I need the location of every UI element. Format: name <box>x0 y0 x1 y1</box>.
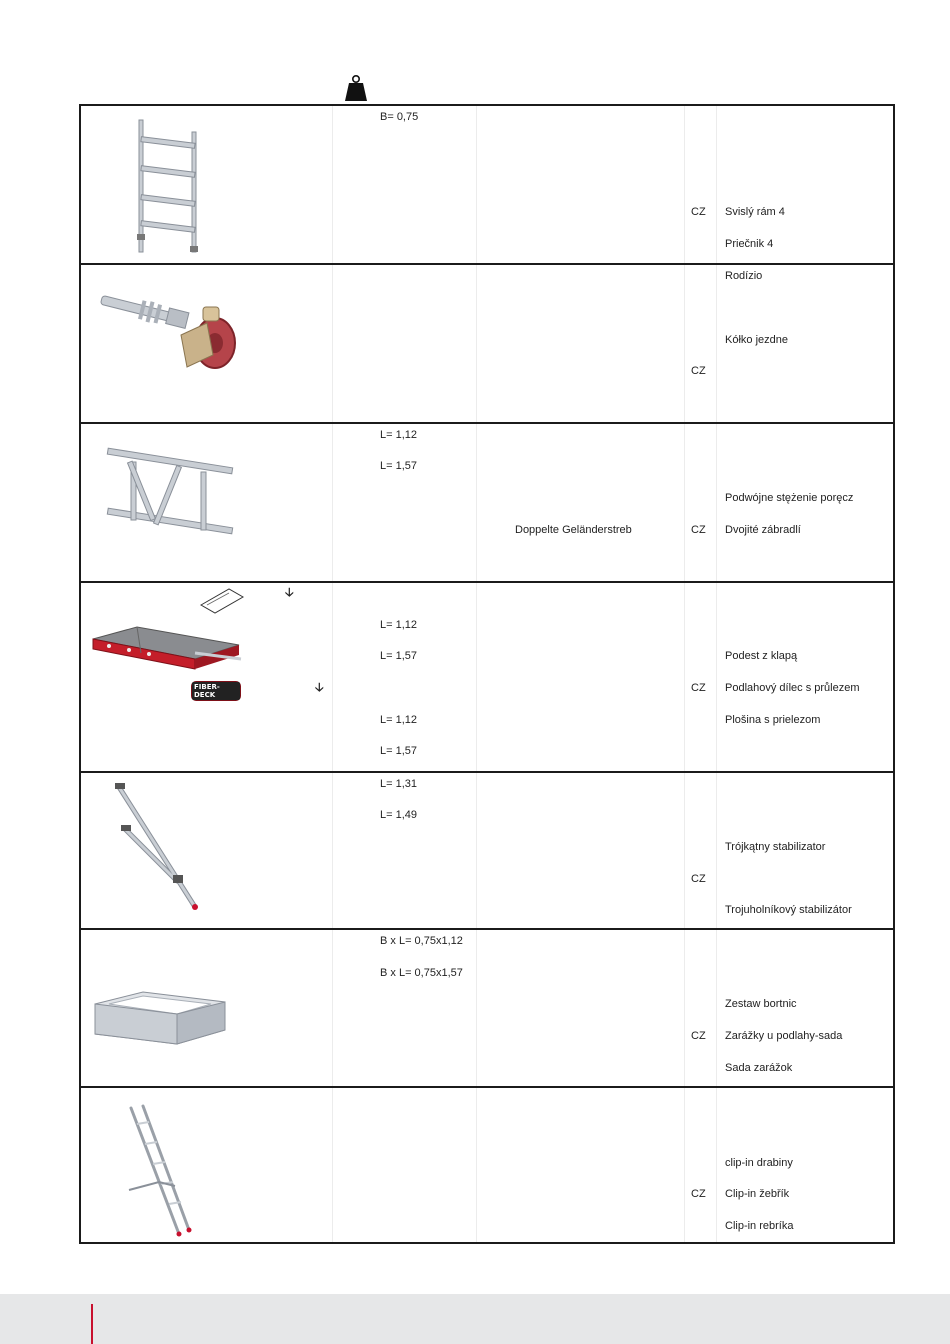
country-code: CZ <box>691 873 706 885</box>
double-guardrail-icon <box>105 446 235 542</box>
arrow-down-icon: 🡣 <box>285 585 294 599</box>
castor-wheel-icon <box>95 295 245 375</box>
vertical-frame-icon <box>131 118 201 254</box>
product-name: Plošina s prielezom <box>725 714 821 726</box>
country-code: CZ <box>691 1030 706 1042</box>
toe-board-set-icon <box>91 990 229 1046</box>
table-row <box>81 773 893 928</box>
product-name: Sada zarážok <box>725 1062 793 1074</box>
product-name: Podest z klapą <box>725 650 798 662</box>
dimension-text: L= 1,57 <box>380 650 418 662</box>
country-code: CZ <box>691 1188 706 1200</box>
dimension-text: L= 1,31 <box>380 778 418 790</box>
page-footer <box>0 1294 950 1344</box>
dimension-text: B= 0,75 <box>380 111 419 123</box>
table-row <box>81 930 893 1086</box>
product-name: Zarážky u podlahy-sada <box>725 1030 843 1042</box>
product-name: Clip-in žebřík <box>725 1188 790 1200</box>
dimension-text: B x L= 0,75x1,57 <box>380 967 463 979</box>
product-name: Dvojité zábradlí <box>725 524 801 536</box>
product-name: Rodízio <box>725 270 763 282</box>
parts-table <box>79 104 895 1244</box>
product-name: Clip-in rebríka <box>725 1220 794 1232</box>
product-name: Priečnik 4 <box>725 238 774 250</box>
fiber-deck-label: FIBER-DECK <box>192 682 240 700</box>
board-icon <box>199 587 245 615</box>
country-code: CZ <box>691 682 706 694</box>
trapdoor-platform-icon <box>89 623 243 675</box>
table-row <box>81 106 893 264</box>
product-name: Podwójne stężenie poręcz <box>725 492 854 504</box>
table-row <box>81 1088 893 1244</box>
dimension-text: L= 1,57 <box>380 460 418 472</box>
country-code: CZ <box>691 206 706 218</box>
product-name: Zestaw bortnic <box>725 998 797 1010</box>
weight-icon <box>344 74 368 102</box>
table-row <box>81 265 893 422</box>
product-name-de: Doppelte Geländerstreb <box>515 524 632 536</box>
product-name: clip-in drabiny <box>725 1157 793 1169</box>
product-name: Podlahový dílec s průlezem <box>725 682 860 694</box>
triangular-stabilizer-icon <box>111 781 211 915</box>
product-name: Trojuholníkový stabilizátor <box>725 904 852 916</box>
product-name: Trójkątny stabilizator <box>725 841 826 853</box>
country-code: CZ <box>691 524 706 536</box>
dimension-text: L= 1,12 <box>380 429 418 441</box>
dimension-text: L= 1,12 <box>380 619 418 631</box>
dimension-text: B x L= 0,75x1,12 <box>380 935 463 947</box>
country-code: CZ <box>691 365 706 377</box>
footer-accent-bar <box>91 1304 93 1344</box>
dimension-text: L= 1,49 <box>380 809 418 821</box>
clip-in-ladder-icon <box>125 1104 195 1240</box>
table-row <box>81 583 893 771</box>
fiber-deck-badge <box>191 681 241 701</box>
arrow-down-icon: 🡣 <box>315 680 324 694</box>
dimension-text: L= 1,57 <box>380 745 418 757</box>
table-row <box>81 424 893 581</box>
product-name: Svislý rám 4 <box>725 206 785 218</box>
dimension-text: L= 1,12 <box>380 714 418 726</box>
product-name: Kółko jezdne <box>725 334 788 346</box>
